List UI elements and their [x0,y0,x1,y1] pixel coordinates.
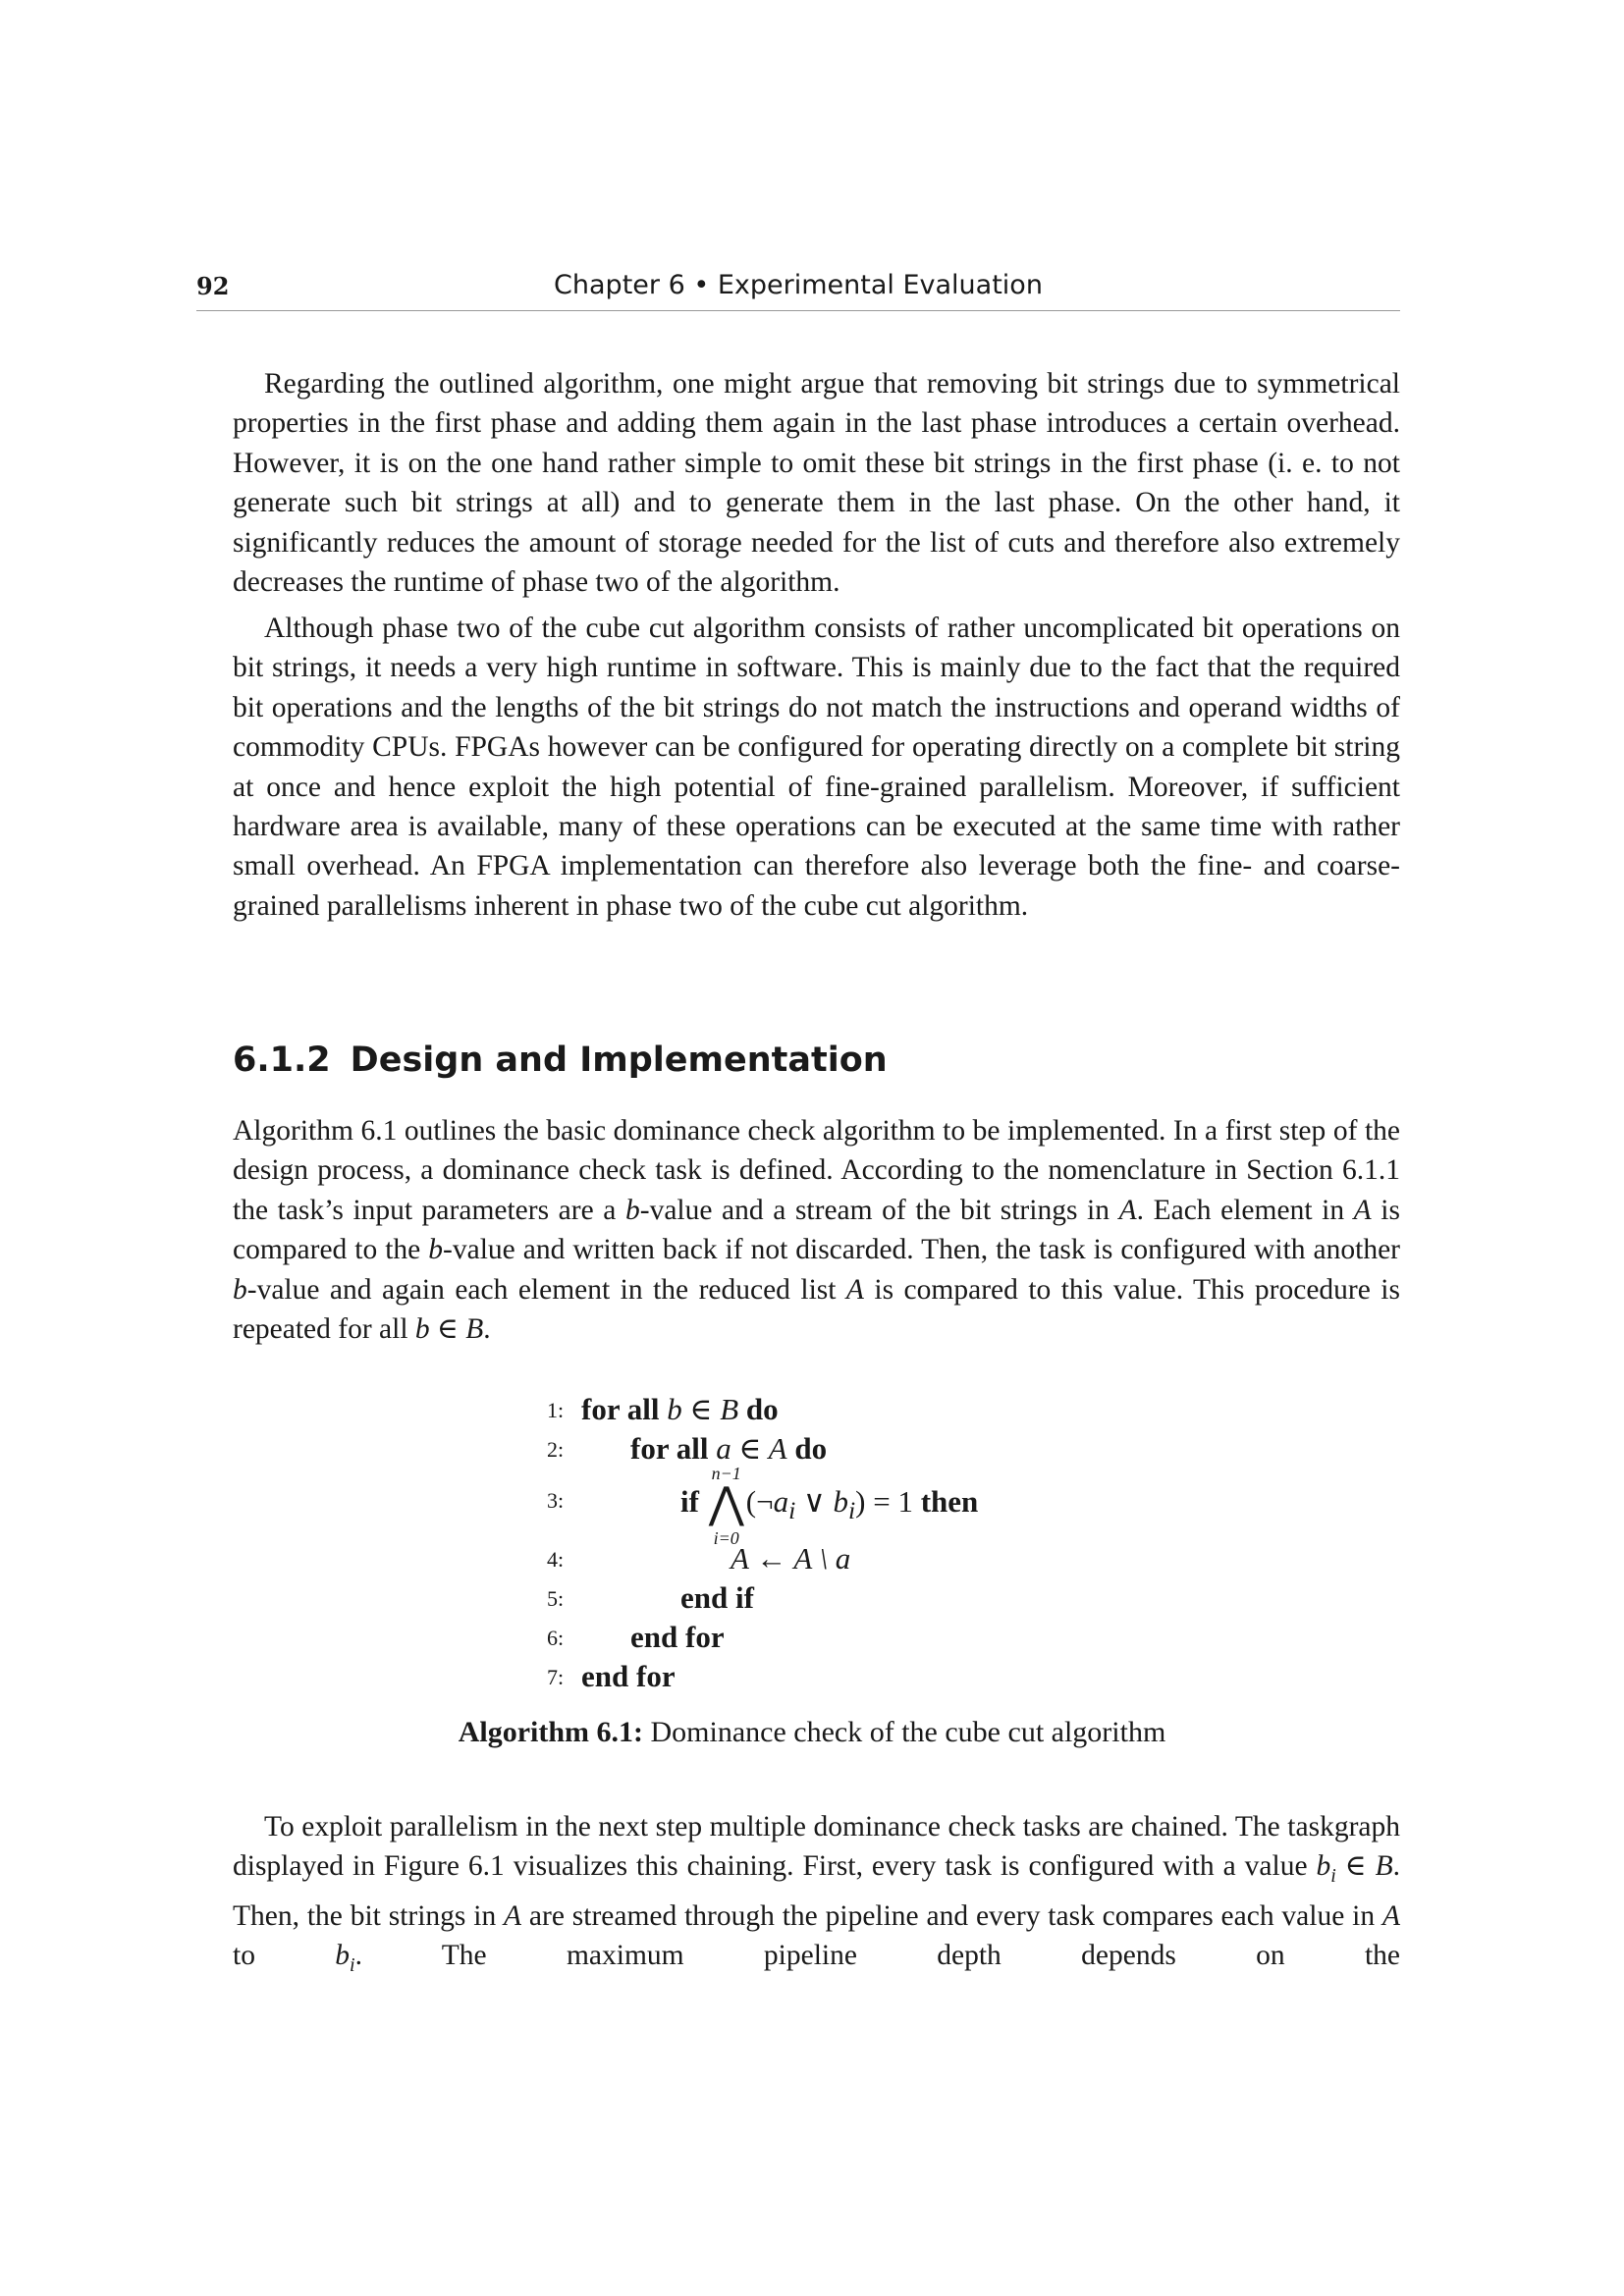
keyword: if [680,1484,699,1519]
math-var: b [833,1484,848,1519]
math-var: A [1118,1194,1137,1226]
keyword: end for [581,1659,676,1693]
algo-line-2 [630,1431,827,1467]
math-sub: i [847,1496,856,1525]
algo-line-6 [630,1620,725,1655]
math-sub: i [788,1496,796,1525]
line-number: 7: [547,1665,565,1689]
math-expr: a ∈ A [716,1431,787,1466]
text-run: to [233,1940,336,1972]
text-run: Algorithm 6.1 outlines the basic dominance check algorithm to be implemented. In a first step of the design process, a dominance check task is defined. According to the nomenclature in Section 6.1.1 the task’s input parameters are a [233,1115,1400,1226]
algo-line-5 [680,1580,754,1616]
running-header [196,267,1400,311]
line-number: 2: [547,1437,565,1462]
math-expr: b ∈ B [667,1392,739,1426]
paragraph [233,609,1400,926]
text-run: . Then, the bit strings in [233,1850,1400,1932]
section-number: 6.1.2 [233,1041,331,1080]
math-op: ∨ [795,1484,834,1519]
paragraph [233,364,1400,602]
algo-line-7 [581,1659,676,1694]
text-run: Regarding the outlined algorithm, one might argue that removing bit strings due to symmetrical properties in the first phase and adding them again in the last phase introduces a certain overhead. However, it is on the one hand rather simple to omit these bit strings in the first phase (i. e. to not generate such bit strings at all) and to generate them in the last phase. On the other hand, it significantly reduces the amount of storage needed for the list of cuts and therefore also extremely decreases the runtime of phase two of the algorithm. [233,368,1400,599]
math-var: a [773,1484,789,1519]
math-expr: A ← A \ a [731,1541,851,1575]
text-run: ∈ [1335,1850,1376,1883]
math-var: A [845,1273,864,1306]
line-number: 5: [547,1586,565,1611]
text-run: is compared to this value. This procedure is repeated for all [233,1273,1400,1346]
page-number: 92 [196,272,230,300]
text-run: is compared to the [233,1194,1400,1266]
text-run: . The maximum pipeline depth depends on the [354,1940,1400,1972]
text-run: . [483,1313,491,1346]
paragraph [233,1807,1400,1985]
algo-line-1 [581,1392,779,1427]
math-expr: (¬ [745,1484,774,1519]
math-var: A [504,1899,522,1932]
keyword: do [794,1431,828,1466]
caption-label: Algorithm 6.1: [458,1716,643,1748]
text-run: are streamed through the pipeline and every task compares each value in [521,1899,1382,1932]
line-number: 1: [547,1398,565,1422]
caption-text: Dominance check of the cube cut algorithm [643,1716,1166,1748]
keyword: end if [680,1580,754,1615]
text-run: -value and a stream of the bit strings in [639,1194,1119,1226]
line-number: 4: [547,1547,565,1572]
math-var: b [625,1194,640,1226]
section-heading [233,1041,888,1080]
math-var: B [1375,1850,1393,1883]
algo-line-4 [731,1541,850,1576]
math-var: b ∈ B [414,1313,484,1346]
wedge-symbol: ⋀ [708,1479,744,1527]
big-wedge-operator [708,1464,744,1548]
lower-limit: i=0 [713,1528,739,1548]
math-var: b [233,1273,247,1306]
math-var: A [1381,1899,1400,1932]
text-run: . Each element in [1136,1194,1354,1226]
text-run: -value and written back if not discarded. Then, the task is configured with another [443,1234,1400,1266]
upper-limit: n−1 [711,1464,741,1483]
keyword: for all [630,1431,709,1466]
line-number: 6: [547,1626,565,1650]
text-run: To exploit parallelism in the next step multiple dominance check tasks are chained. The taskgraph displayed in Figure 6.1 visualizes this chaining. First, every task is configured with a value [233,1811,1400,1883]
algo-line-3 [680,1464,979,1548]
math-var: $b_i$ [1316,1850,1336,1888]
algorithm-caption [0,1716,1624,1749]
chapter-title: Chapter 6 • Experimental Evaluation [554,270,1043,300]
line-number: 3: [547,1488,565,1513]
text-run: -value and again each element in the reduced list [246,1273,846,1306]
keyword: end for [630,1620,725,1654]
math-var: b [428,1234,444,1266]
paragraph [233,1111,1400,1349]
keyword: for all [581,1392,660,1426]
keyword: do [745,1392,779,1426]
math-expr: ) = 1 [855,1484,913,1519]
section-title: Design and Implementation [350,1041,888,1080]
math-var: $b_i$ [335,1940,355,1976]
math-var: A [1353,1194,1372,1226]
keyword: then [920,1484,979,1519]
text-run: Although phase two of the cube cut algorithm consists of rather uncomplicated bit operations on bit strings, it needs a very high runtime in software. This is mainly due to the fact that the required bit operations and the lengths of the bit strings do not match the instructions and operand widths of commodity CPUs. FPGAs however can be configured for operating directly on a complete bit string at once and hence exploit the high potential of fine-grained parallelism. Moreover, if sufficient hardware area is available, many of these operations can be executed at the same time with rather small overhead. An FPGA implementation can therefore also leverage both the fine- and coarse-grained parallelisms inherent in phase two of the cube cut algorithm. [233,613,1400,922]
